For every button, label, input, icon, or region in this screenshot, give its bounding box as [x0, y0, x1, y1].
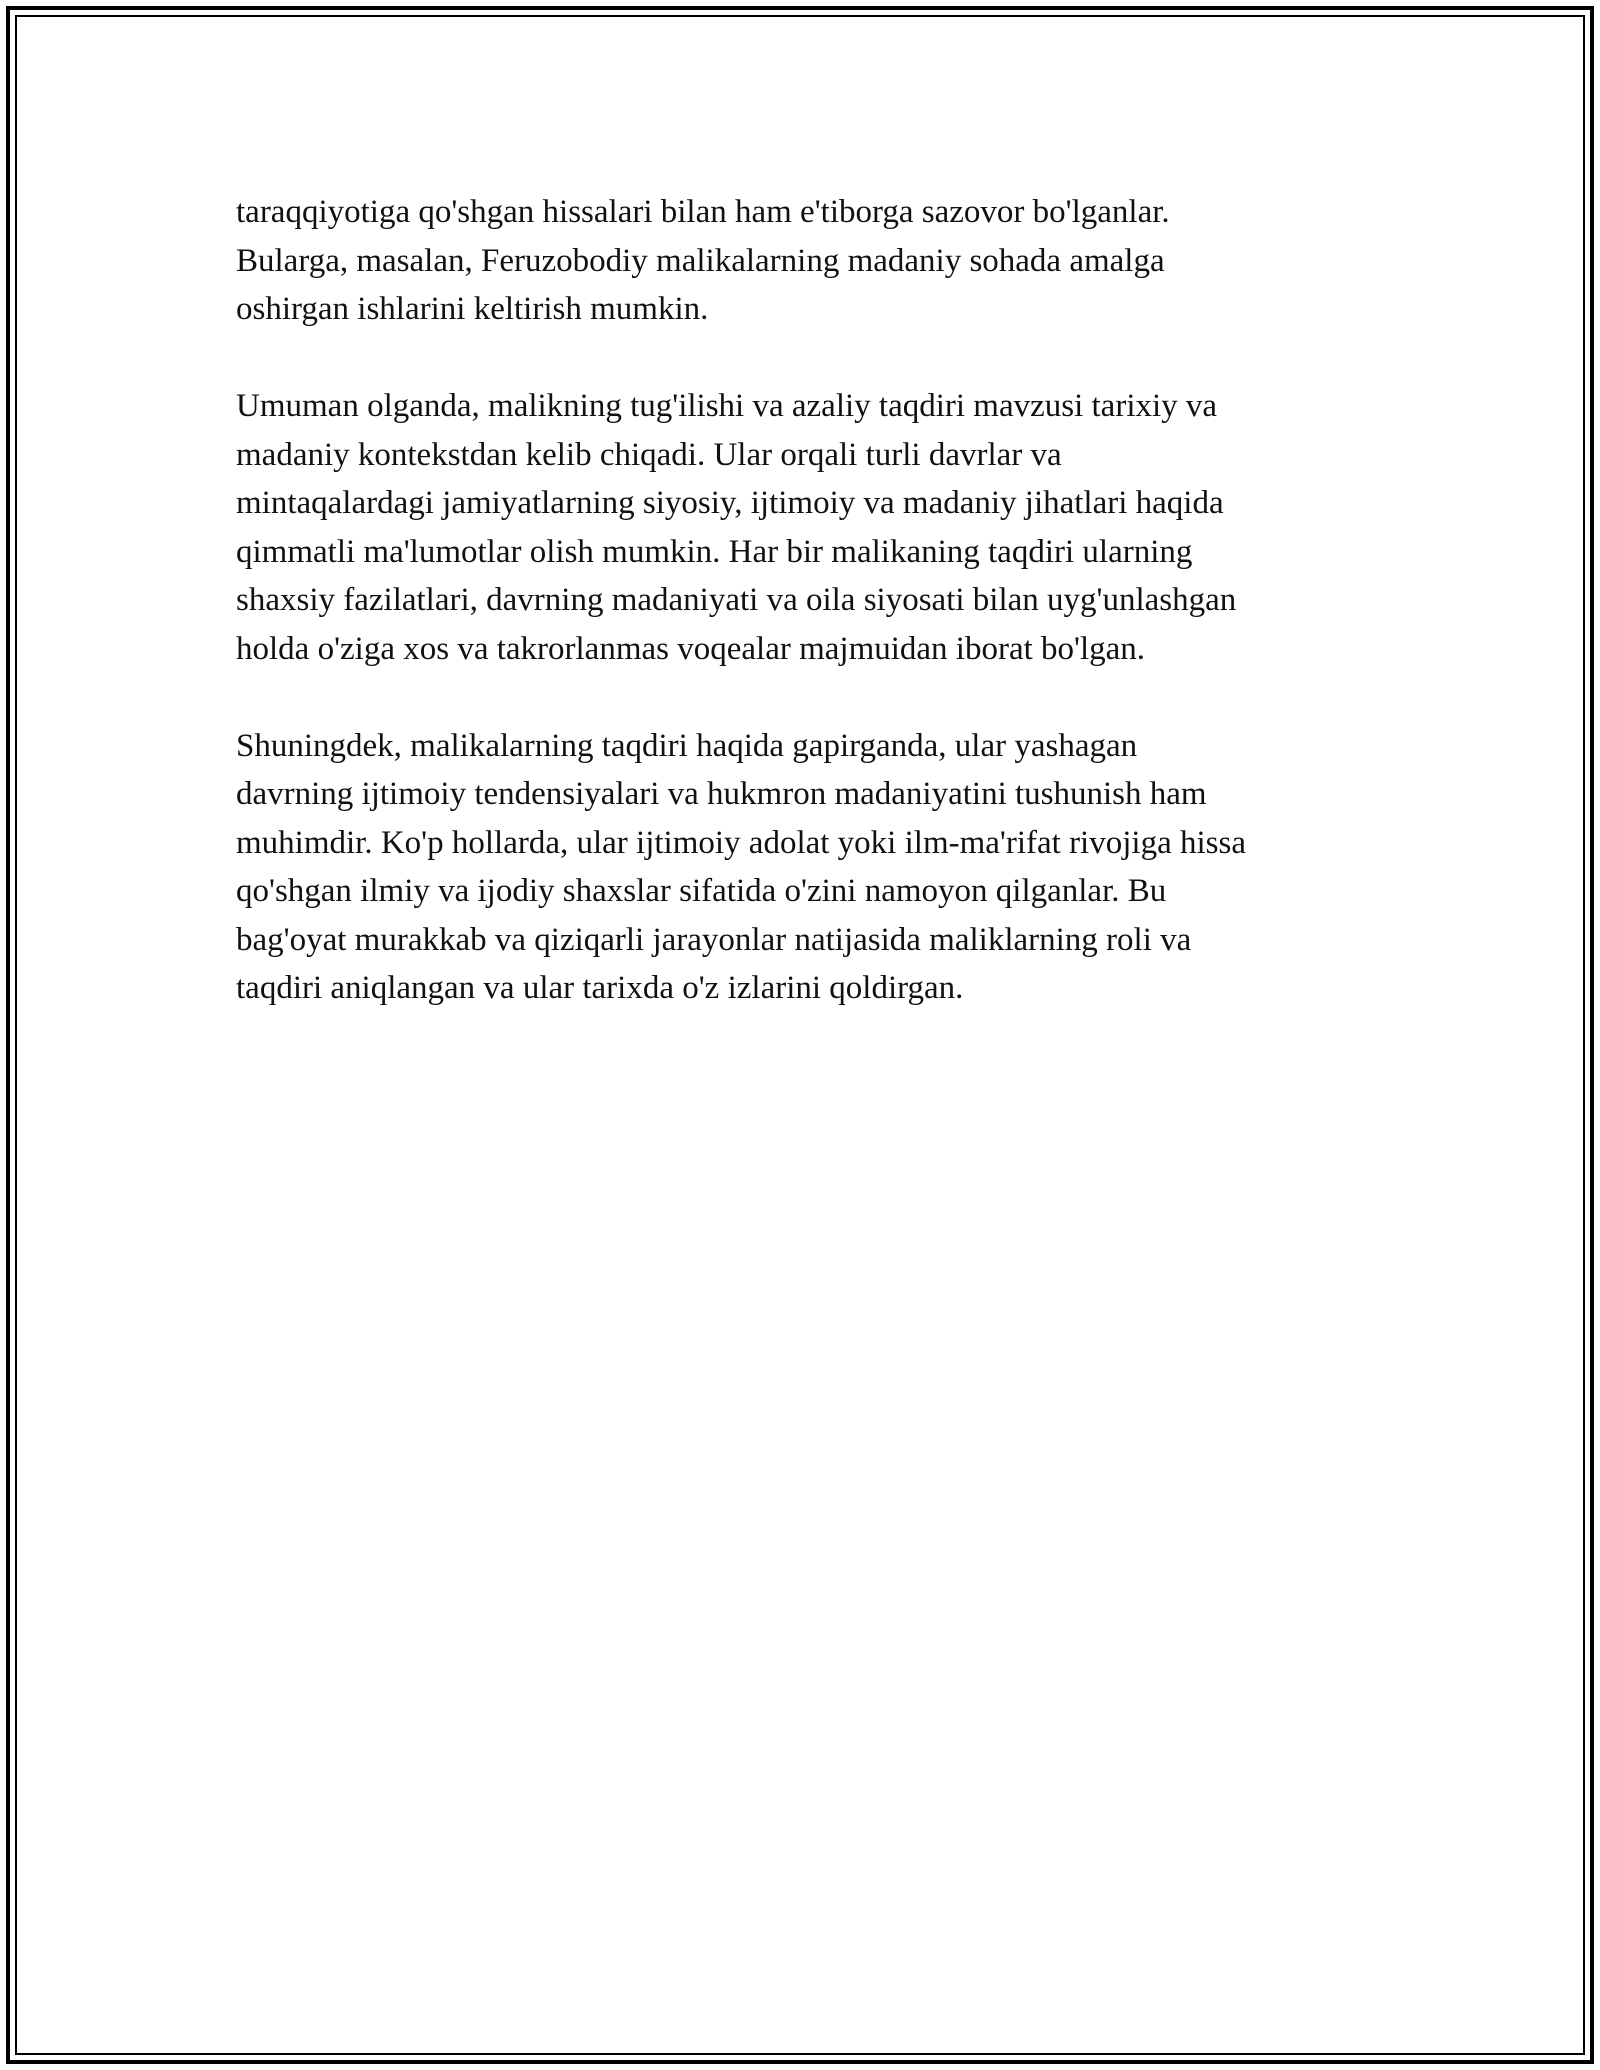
paragraph-2 — [236, 382, 1366, 673]
paragraph-3 — [236, 722, 1366, 1013]
paragraph-line: qimmatli ma'lumotlar olish mumkin. Har bir malikaning taqdiri ularning — [236, 533, 1193, 570]
paragraph-line: bag'oyat murakkab va qiziqarli jarayonlar natijasida maliklarning roli va — [236, 921, 1192, 958]
document-body — [236, 188, 1366, 1061]
paragraph-line: muhimdir. Ko'p hollarda, ular ijtimoiy adolat yoki ilm-ma'rifat rivojiga hissa — [236, 824, 1246, 861]
paragraph-line: davrning ijtimoiy tendensiyalari va hukmron madaniyatini tushunish ham — [236, 776, 1207, 812]
paragraph-line: oshirgan ishlarini keltirish mumkin. — [236, 291, 709, 327]
paragraph-line: Shuningdek, malikalarning taqdiri haqida gapirganda, ular yashagan — [236, 727, 1138, 764]
paragraph-line: shaxsiy fazilatlari, davrning madaniyati va oila siyosati bilan uyg'unlashgan — [236, 582, 1237, 618]
paragraph-line: taqdiri aniqlangan va ular tarixda o'z izlarini qoldirgan. — [236, 970, 964, 1006]
paragraph-line: Bularga, masalan, Feruzobodiy malikalarning madaniy sohada amalga — [236, 242, 1165, 279]
paragraph-line: madaniy kontekstdan kelib chiqadi. Ular orqali turli davrlar va — [236, 436, 1062, 473]
paragraph-line: Umuman olganda, malikning tug'ilishi va azaliy taqdiri mavzusi tarixiy va — [236, 388, 1218, 424]
paragraph-line: mintaqalardagi jamiyatlarning siyosiy, ijtimoiy va madaniy jihatlari haqida — [236, 485, 1224, 521]
paragraph-1 — [236, 188, 1366, 334]
paragraph-line: holda o'ziga xos va takrorlanmas voqealar majmuidan iborat bo'lgan. — [236, 630, 1146, 667]
paragraph-line: qo'shgan ilmiy va ijodiy shaxslar sifatida o'zini namoyon qilganlar. Bu — [236, 873, 1167, 909]
paragraph-line: taraqqiyotiga qo'shgan hissalari bilan ham e'tiborga sazovor bo'lganlar. — [236, 194, 1170, 230]
